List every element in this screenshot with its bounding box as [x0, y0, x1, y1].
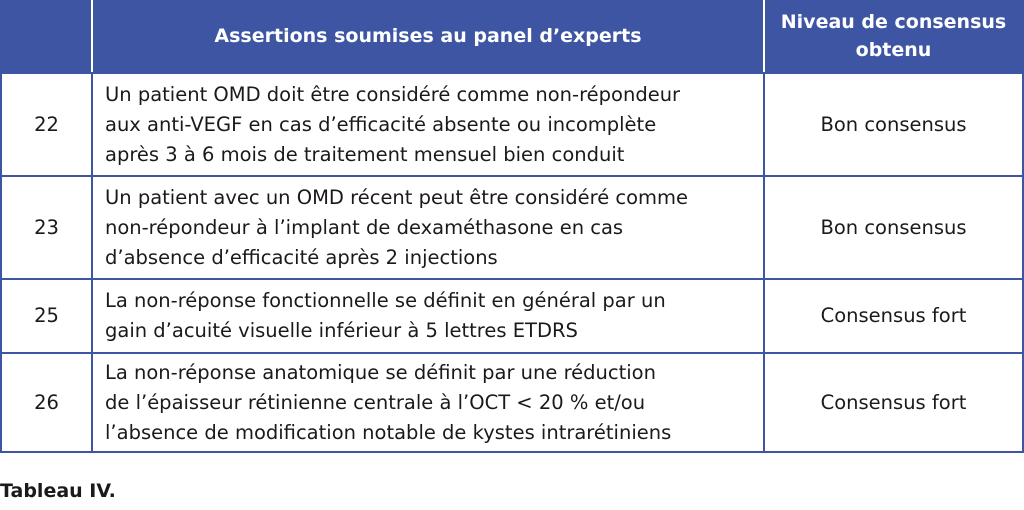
table-header-row [1, 0, 1023, 73]
assertion-line: d’absence d’efficacité après 2 injections [105, 245, 498, 269]
row-number: 25 [1, 279, 92, 353]
assertion-line: gain d’acuité visuelle inférieur à 5 lettres ETDRS [105, 319, 578, 342]
assertion-cell [92, 73, 764, 176]
assertion-cell [92, 176, 764, 279]
assertion-line: aux anti-VEGF en cas d’efficacité absente ou incomplète [105, 112, 657, 136]
assertion-line: après 3 à 6 mois de traitement mensuel bien conduit [105, 142, 625, 166]
row-number: 23 [1, 176, 92, 279]
assertion-line: non-répondeur à l’implant de dexaméthasone en cas [105, 215, 624, 239]
assertion-cell [92, 353, 764, 452]
header-assertions: Assertions soumises au panel d’experts [92, 0, 764, 73]
header-consensus-line2: obtenu [855, 39, 932, 61]
assertion-line: Un patient avec un OMD récent peut être considéré comme [105, 185, 689, 209]
assertion-line: La non-réponse fonctionnelle se définit en général par un [105, 289, 666, 312]
consensus-level: Bon consensus [764, 73, 1023, 176]
header-consensus-line1: Niveau de consensus [780, 11, 1007, 33]
table-row [1, 176, 1023, 279]
table-caption: Tableau IV. [0, 480, 116, 502]
assertion-cell [92, 279, 764, 353]
table-row [1, 73, 1023, 176]
consensus-level: Consensus fort [764, 353, 1023, 452]
row-number: 26 [1, 353, 92, 452]
assertion-line: de l’épaisseur rétinienne centrale à l’OCT < 20 % et/ou [105, 390, 646, 414]
header-number [1, 0, 92, 73]
assertion-line: Un patient OMD doit être considéré comme non-répondeur [105, 82, 681, 106]
table-row [1, 279, 1023, 353]
assertion-line: La non-réponse anatomique se définit par une réduction [105, 360, 656, 384]
consensus-level: Consensus fort [764, 279, 1023, 353]
row-number: 22 [1, 73, 92, 176]
assertion-line: l’absence de modification notable de kystes intrarétiniens [105, 420, 672, 444]
table-row [1, 353, 1023, 452]
header-consensus [764, 0, 1023, 73]
consensus-level: Bon consensus [764, 176, 1023, 279]
